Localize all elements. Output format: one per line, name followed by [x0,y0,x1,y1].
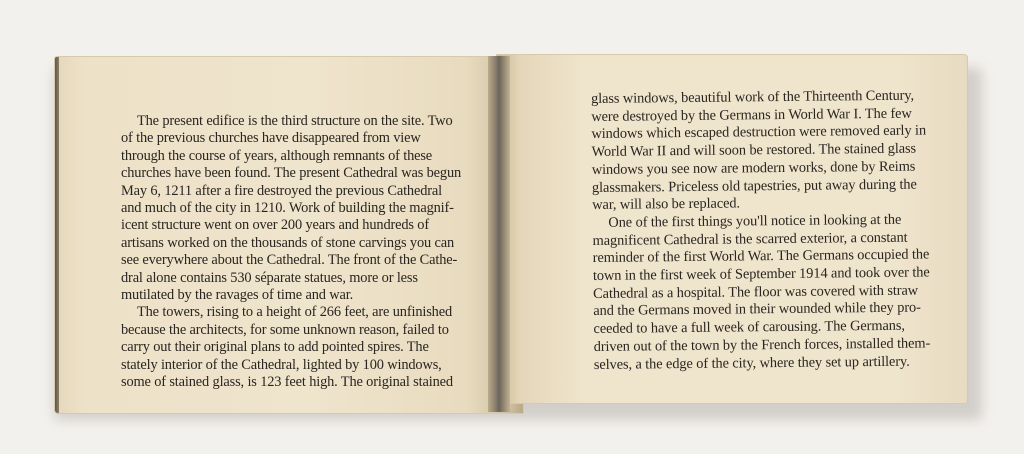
right-line: town in the first week of September 1914 and took over the [592,264,930,285]
left-line: stately interior of the Cathedral, lighted by 100 windows, [121,356,442,373]
left-line: May 6, 1211 after a fire destroyed the previous Cathedral [121,182,442,199]
left-line: dral alone contains 530 séparate statues, more or less [121,269,418,286]
left-line: and much of the city in 1210. Work of building the magnif- [121,200,454,217]
left-line: churches have been found. The present Cathedral was begun [121,165,462,182]
left-line: artisans worked on the thousands of stone carvings you can [121,234,455,251]
right-page-text [591,87,956,374]
right-line: magnificent Cathedral is the scarred exterior, a constant [592,229,908,249]
left-line: The present edifice is the third structure on the site. Two [137,113,453,129]
left-line: of the previous churches have disappeared from view [121,130,421,147]
right-line: Cathedral as a hospital. The floor was covered with straw [593,282,919,302]
right-line: driven out of the town by the French forces, installed them- [593,335,931,355]
right-line: windows which escaped destruction were removed early in [591,122,927,143]
right-line: and the Germans moved in their wounded while they pro- [593,299,921,320]
left-line: see everywhere about the Cathedral. The front of the Cathe- [121,252,458,269]
left-line: some of stained glass, is 123 feet high. The original stained [121,374,453,391]
left-line: because the architects, for some unknown reason, failed to [121,321,449,338]
left-page [54,56,524,414]
open-booklet [40,46,980,418]
right-line: selves, a the edge of the city, where they set up artillery. [593,353,910,373]
right-line: glassmakers. Priceless old tapestries, put away during the [591,176,917,196]
right-line: reminder of the first World War. The Germans occupied the [592,246,930,267]
left-line: icent structure went on over 200 years and hundreds of [121,217,429,234]
right-line: windows you see now are modern works, done by Reims [591,158,916,178]
left-line: through the course of years, although remnants of these [121,147,433,164]
right-page [496,54,968,404]
left-line: mutilated by the ravages of time and war. [121,287,354,304]
right-line: were destroyed by the Germans in World War I. The few [591,105,912,125]
left-line: The towers, rising to a height of 266 feet, are unfinished [137,304,452,321]
left-line: carry out their original plans to add pointed spires. The [121,339,429,356]
right-line: glass windows, beautiful work of the Thirteenth Century, [591,87,915,107]
right-line: One of the first things you'll notice in looking at the [608,211,902,231]
right-line: ceeded to have a full week of carousing. The Germans, [593,317,905,338]
booklet-spine [488,56,510,412]
left-page-text [121,113,513,392]
right-line: war, will also be replaced. [592,195,741,214]
right-line: World War II and will soon be restored. The stained glass [591,140,917,161]
left-page-edge [55,57,59,413]
